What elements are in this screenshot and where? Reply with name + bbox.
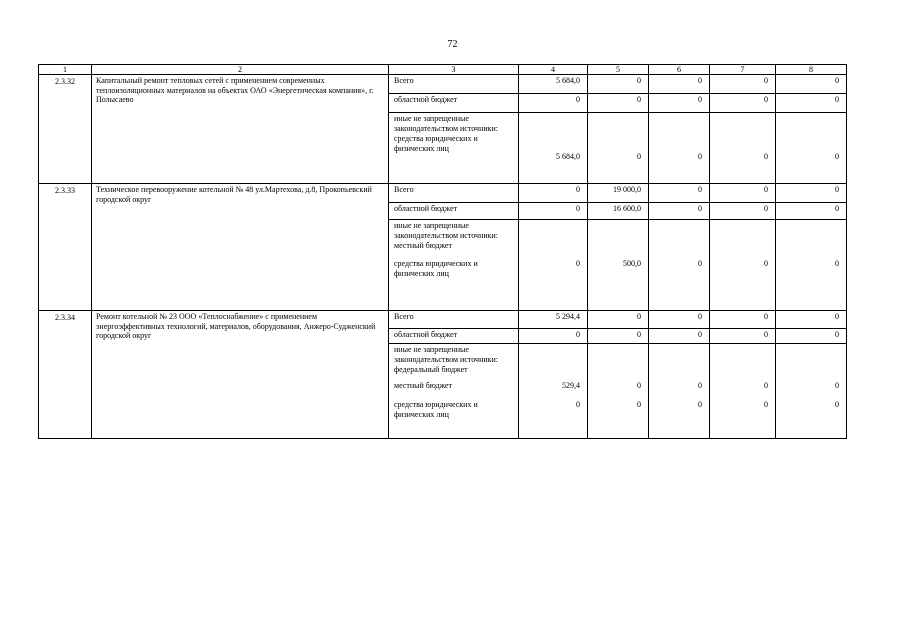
- column-header: 3: [389, 65, 519, 75]
- amount-value: [781, 345, 843, 380]
- amount-value: 0: [764, 381, 768, 390]
- amount-value: 0: [835, 381, 839, 390]
- amount-value: 0: [764, 152, 768, 161]
- funding-label: средства юридических и физических лиц: [394, 134, 478, 153]
- funding-label: средства юридических и физических лиц: [394, 400, 478, 419]
- amount-value: 0: [835, 95, 839, 104]
- amount-value: 0: [764, 185, 768, 194]
- amount-value: 0: [835, 330, 839, 339]
- amount-cell: [588, 75, 649, 184]
- column-header: 6: [649, 65, 710, 75]
- amount-value: 0: [637, 330, 641, 339]
- page-number: 72: [447, 39, 458, 50]
- funding-label: местный бюджет: [394, 381, 452, 390]
- amount-value: [715, 345, 772, 380]
- funding-label: Всего: [394, 185, 414, 194]
- funding-label: областной бюджет: [394, 204, 458, 213]
- amount-cell: [776, 184, 847, 311]
- amount-value: 0: [698, 259, 702, 268]
- amount-value: 529,4: [562, 381, 580, 390]
- amount-value: 0: [698, 152, 702, 161]
- column-header: 8: [776, 65, 847, 75]
- amount-value: 0: [576, 95, 580, 104]
- funding-source-cell: [389, 75, 519, 184]
- item-title: Техническое перевооружение котельной № 48 ул.Мартехова, д.8, Прокопьевский городской округ: [92, 184, 389, 311]
- amount-value: 0: [764, 259, 768, 268]
- amount-value: 0: [698, 95, 702, 104]
- amount-value: 5 294,4: [556, 312, 580, 321]
- budget-table: [38, 64, 847, 439]
- item-number: 2.3.33: [39, 184, 92, 311]
- item-row: [39, 184, 847, 311]
- amount-value: 0: [637, 95, 641, 104]
- amount-cell: [588, 311, 649, 439]
- amount-cell: [776, 311, 847, 439]
- amount-value: 5 684,0: [556, 76, 580, 85]
- amount-value: [715, 221, 772, 258]
- funding-label: Всего: [394, 312, 414, 321]
- amount-value: 0: [576, 204, 580, 213]
- amount-value: 0: [637, 152, 641, 161]
- amount-value: 0: [576, 330, 580, 339]
- amount-value: [593, 221, 645, 258]
- amount-value: 0: [764, 330, 768, 339]
- amount-value: 0: [764, 76, 768, 85]
- amount-cell: [588, 184, 649, 311]
- amount-value: 16 600,0: [613, 204, 641, 213]
- amount-value: 0: [698, 381, 702, 390]
- funding-label: областной бюджет: [394, 95, 458, 104]
- funding-label-note: иные не запрещенные законодательством источники:: [394, 114, 499, 133]
- amount-value: 0: [698, 312, 702, 321]
- item-title: Капитальный ремонт тепловых сетей с применением современных теплоизоляционных материалов на объектах ОАО «Энергетическая компания», г. Полысаево: [92, 75, 389, 184]
- amount-value: 0: [835, 400, 839, 409]
- amount-value: [654, 345, 706, 380]
- funding-source-cell: [389, 184, 519, 311]
- amount-value: 0: [835, 76, 839, 85]
- funding-label: местный бюджет: [394, 241, 452, 250]
- amount-value: 0: [637, 312, 641, 321]
- amount-cell: [519, 311, 588, 439]
- amount-cell: [649, 311, 710, 439]
- amount-value: 0: [637, 400, 641, 409]
- amount-value: 0: [637, 76, 641, 85]
- amount-value: 0: [835, 204, 839, 213]
- amount-value: 0: [835, 185, 839, 194]
- funding-label: средства юридических и физических лиц: [394, 259, 478, 278]
- column-header: 2: [92, 65, 389, 75]
- amount-value: 0: [698, 204, 702, 213]
- funding-label: федеральный бюджет: [394, 365, 468, 374]
- amount-value: 0: [698, 185, 702, 194]
- amount-value: 0: [637, 381, 641, 390]
- amount-value: 5 684,0: [556, 152, 580, 161]
- amount-value: 0: [835, 312, 839, 321]
- item-number: 2.3.32: [39, 75, 92, 184]
- funding-label: областной бюджет: [394, 330, 458, 339]
- amount-value: [524, 221, 584, 258]
- amount-value: 0: [835, 259, 839, 268]
- amount-cell: [710, 311, 776, 439]
- amount-value: 0: [764, 312, 768, 321]
- item-row: [39, 311, 847, 439]
- amount-value: 0: [576, 400, 580, 409]
- amount-value: 0: [764, 400, 768, 409]
- amount-cell: [776, 75, 847, 184]
- amount-value: 0: [764, 204, 768, 213]
- column-header: 1: [39, 65, 92, 75]
- item-number: 2.3.34: [39, 311, 92, 439]
- funding-label: Всего: [394, 76, 414, 85]
- amount-value: 0: [698, 76, 702, 85]
- column-header: 4: [519, 65, 588, 75]
- amount-cell: [519, 184, 588, 311]
- amount-value: [781, 221, 843, 258]
- amount-value: [593, 345, 645, 380]
- funding-label-note: иные не запрещенные законодательством источники:: [394, 345, 499, 364]
- amount-cell: [710, 184, 776, 311]
- amount-cell: [519, 75, 588, 184]
- amount-value: 0: [698, 330, 702, 339]
- column-header: 7: [710, 65, 776, 75]
- amount-value: 19 000,0: [613, 185, 641, 194]
- amount-value: [654, 221, 706, 258]
- column-header: 5: [588, 65, 649, 75]
- amount-cell: [649, 75, 710, 184]
- item-row: [39, 75, 847, 184]
- amount-value: 500,0: [623, 259, 641, 268]
- amount-value: [524, 345, 584, 380]
- header-row: [39, 65, 847, 75]
- amount-value: 0: [576, 259, 580, 268]
- funding-label-note: иные не запрещенные законодательством источники:: [394, 221, 499, 240]
- amount-cell: [649, 184, 710, 311]
- amount-value: 0: [576, 185, 580, 194]
- amount-value: 0: [835, 152, 839, 161]
- amount-cell: [710, 75, 776, 184]
- funding-source-cell: [389, 311, 519, 439]
- item-title: Ремонт котельной № 23 ООО «Теплоснабжение» с применением энергоэффективных технологий, материалов, оборудования, Анжеро-Судженский городской округ: [92, 311, 389, 439]
- amount-value: 0: [698, 400, 702, 409]
- amount-value: 0: [764, 95, 768, 104]
